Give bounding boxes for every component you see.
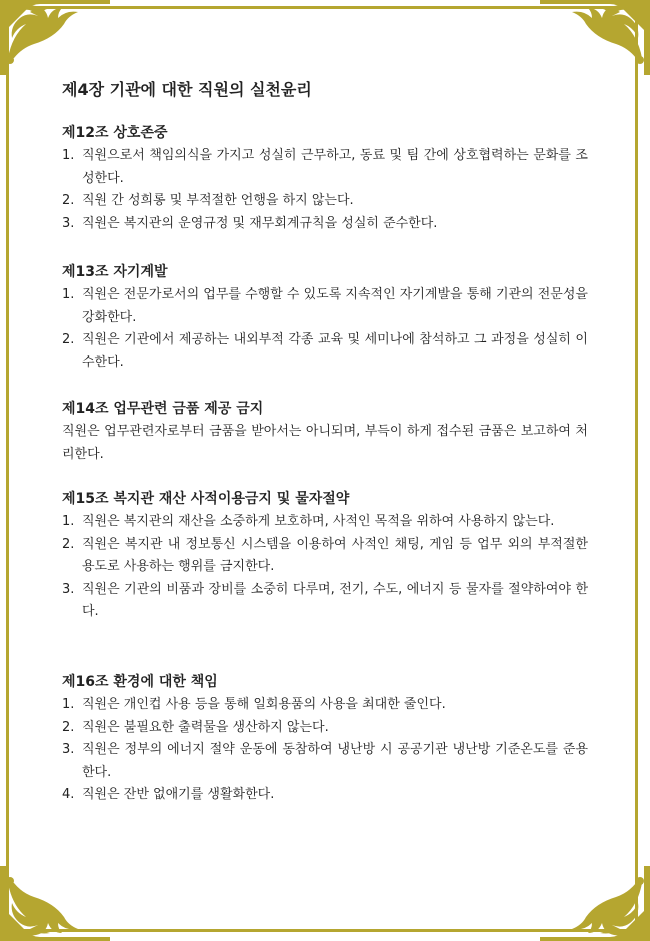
list-item: 4. 직원은 잔반 없애기를 생활화한다.	[62, 787, 275, 803]
list-item: 2. 직원은 기관에서 제공하는 내외부적 각종 교육 및 세미나에 참석하고 그 과정을 성실히 이수한다.	[62, 332, 588, 370]
article-paragraph: 직원은 업무관련자로부터 금품을 받아서는 아니되며, 부득이 하게 접수된 금품은 보고하여 처리한다.	[62, 424, 588, 462]
article-heading: 제16조 환경에 대한 책임	[62, 674, 218, 690]
article-13	[62, 260, 588, 374]
chapter-title: 제4장 기관에 대한 직원의 실천윤리	[62, 80, 312, 99]
list-item: 1. 직원으로서 책임의식을 가지고 성실히 근무하고, 동료 및 팀 간에 상호협력하는 문화를 조성한다.	[62, 148, 588, 186]
list-item: 1. 직원은 전문가로서의 업무를 수행할 수 있도록 지속적인 자기계발을 통해 기관의 전문성을 강화한다.	[62, 287, 588, 325]
list-item: 2. 직원은 복지관 내 정보통신 시스템을 이용하여 사적인 채팅, 게임 등 업무 외의 부적절한 용도로 사용하는 행위를 금지한다.	[62, 536, 588, 575]
list-item: 1. 직원은 개인컵 사용 등을 통해 일회용품의 사용을 최대한 줄인다.	[62, 697, 446, 712]
list-item: 3. 직원은 정부의 에너지 절약 운동에 동참하여 냉난방 시 공공기관 냉난방 기준온도를 준용한다.	[62, 742, 588, 780]
ornament-top-left	[0, 0, 110, 75]
article-heading: 제14조 업무관련 금품 제공 금지	[62, 401, 264, 417]
article-16	[62, 670, 588, 807]
ornament-bottom-right	[540, 866, 650, 941]
list-item: 3. 직원은 복지관의 운영규정 및 재무회계규칙을 성실히 준수한다.	[62, 215, 438, 231]
ornament-top-right	[540, 0, 650, 75]
article-heading: 제13조 자기계발	[62, 264, 168, 280]
article-15	[62, 487, 588, 624]
list-item: 2. 직원 간 성희롱 및 부적절한 언행을 하지 않는다.	[62, 193, 354, 209]
article-12	[62, 121, 588, 235]
list-item: 2. 직원은 불필요한 출력물을 생산하지 않는다.	[62, 719, 329, 735]
ornament-bottom-left	[0, 866, 110, 941]
list-item: 3. 직원은 기관의 비품과 장비를 소중히 다루며, 전기, 수도, 에너지 등 물자를 절약하여야 한다.	[62, 581, 588, 620]
list-item: 1. 직원은 복지관의 재산을 소중하게 보호하며, 사적인 목적을 위하여 사용하지 않는다.	[62, 514, 555, 529]
article-heading: 제12조 상호존중	[62, 125, 168, 141]
article-14	[62, 397, 588, 466]
article-heading: 제15조 복지관 재산 사적이용금지 및 물자절약	[62, 491, 350, 507]
